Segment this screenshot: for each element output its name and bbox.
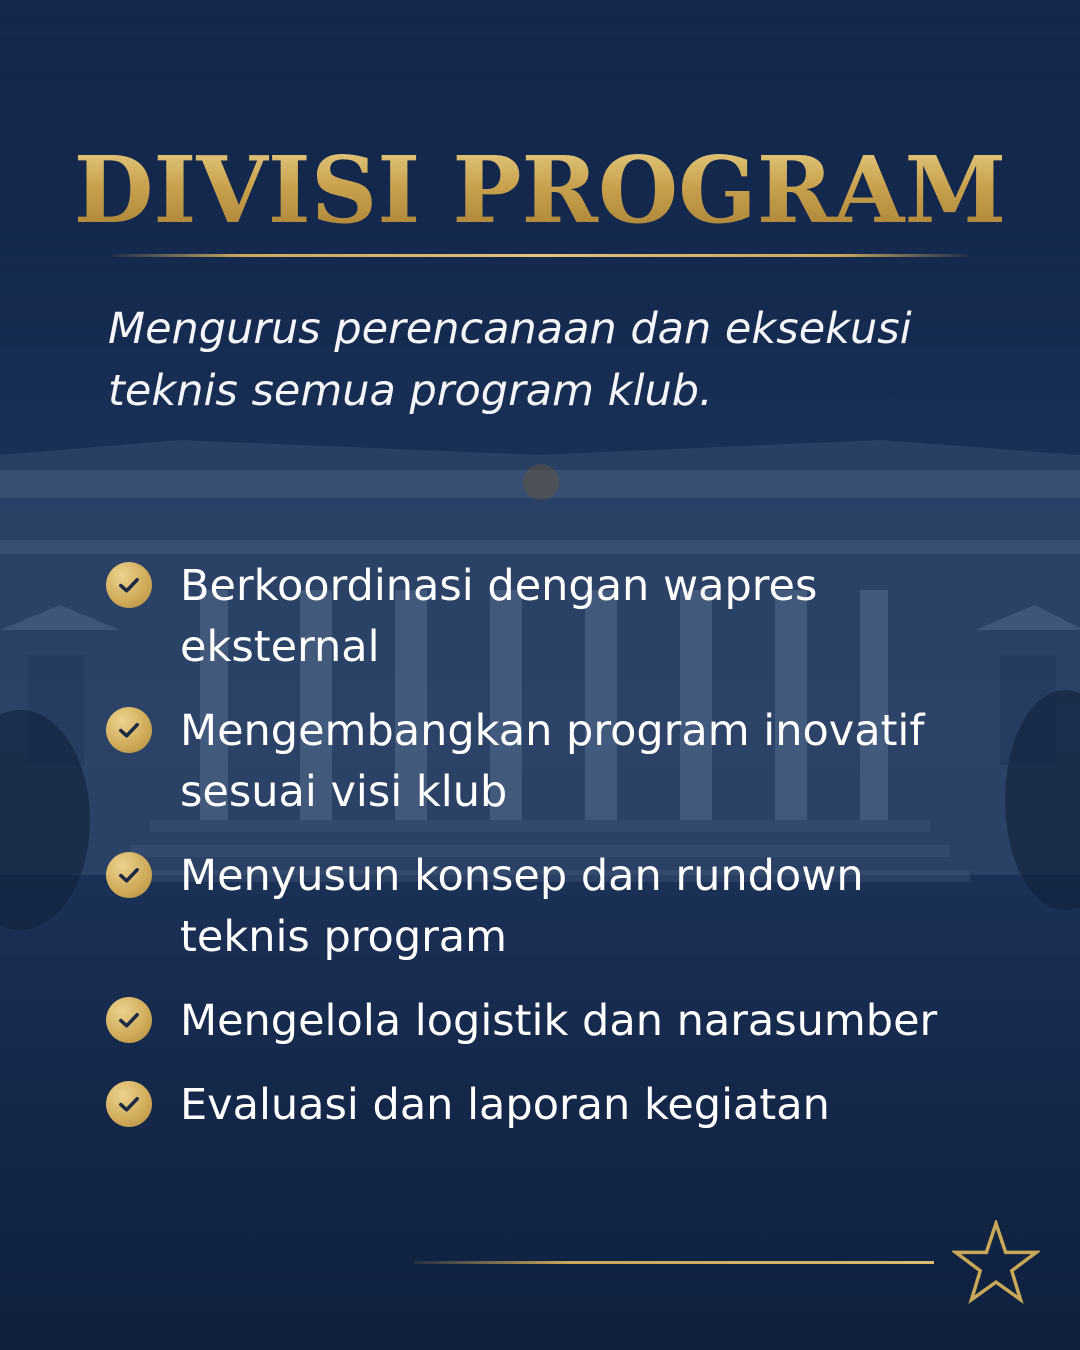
list-item-text: Mengelola logistik dan narasumber [180,996,938,1046]
list-item-text: Mengembangkan program inovatif sesuai visi klub [180,706,925,817]
title-divider [112,254,968,257]
responsibility-list [106,556,1006,1159]
list-item-text: Berkoordinasi dengan wapres eksternal [180,561,818,672]
list-item-text: Menyusun konsep dan rundown teknis program [180,851,864,962]
list-item [106,556,1006,678]
footer-divider [414,1261,934,1264]
list-item-text: Evaluasi dan laporan kegiatan [180,1080,830,1130]
page-title: DIVISI PROGRAM [0,140,1080,241]
check-circle-icon [106,1081,152,1127]
check-circle-icon [106,707,152,753]
check-circle-icon [106,997,152,1043]
list-item [106,846,1006,968]
list-item [106,991,1006,1052]
list-item [106,701,1006,823]
check-circle-icon [106,852,152,898]
page-subtitle: Mengurus perencanaan dan eksekusi teknis semua program klub. [108,304,912,416]
star-outline-icon [952,1220,1040,1304]
check-circle-icon [106,562,152,608]
list-item [106,1075,1006,1136]
